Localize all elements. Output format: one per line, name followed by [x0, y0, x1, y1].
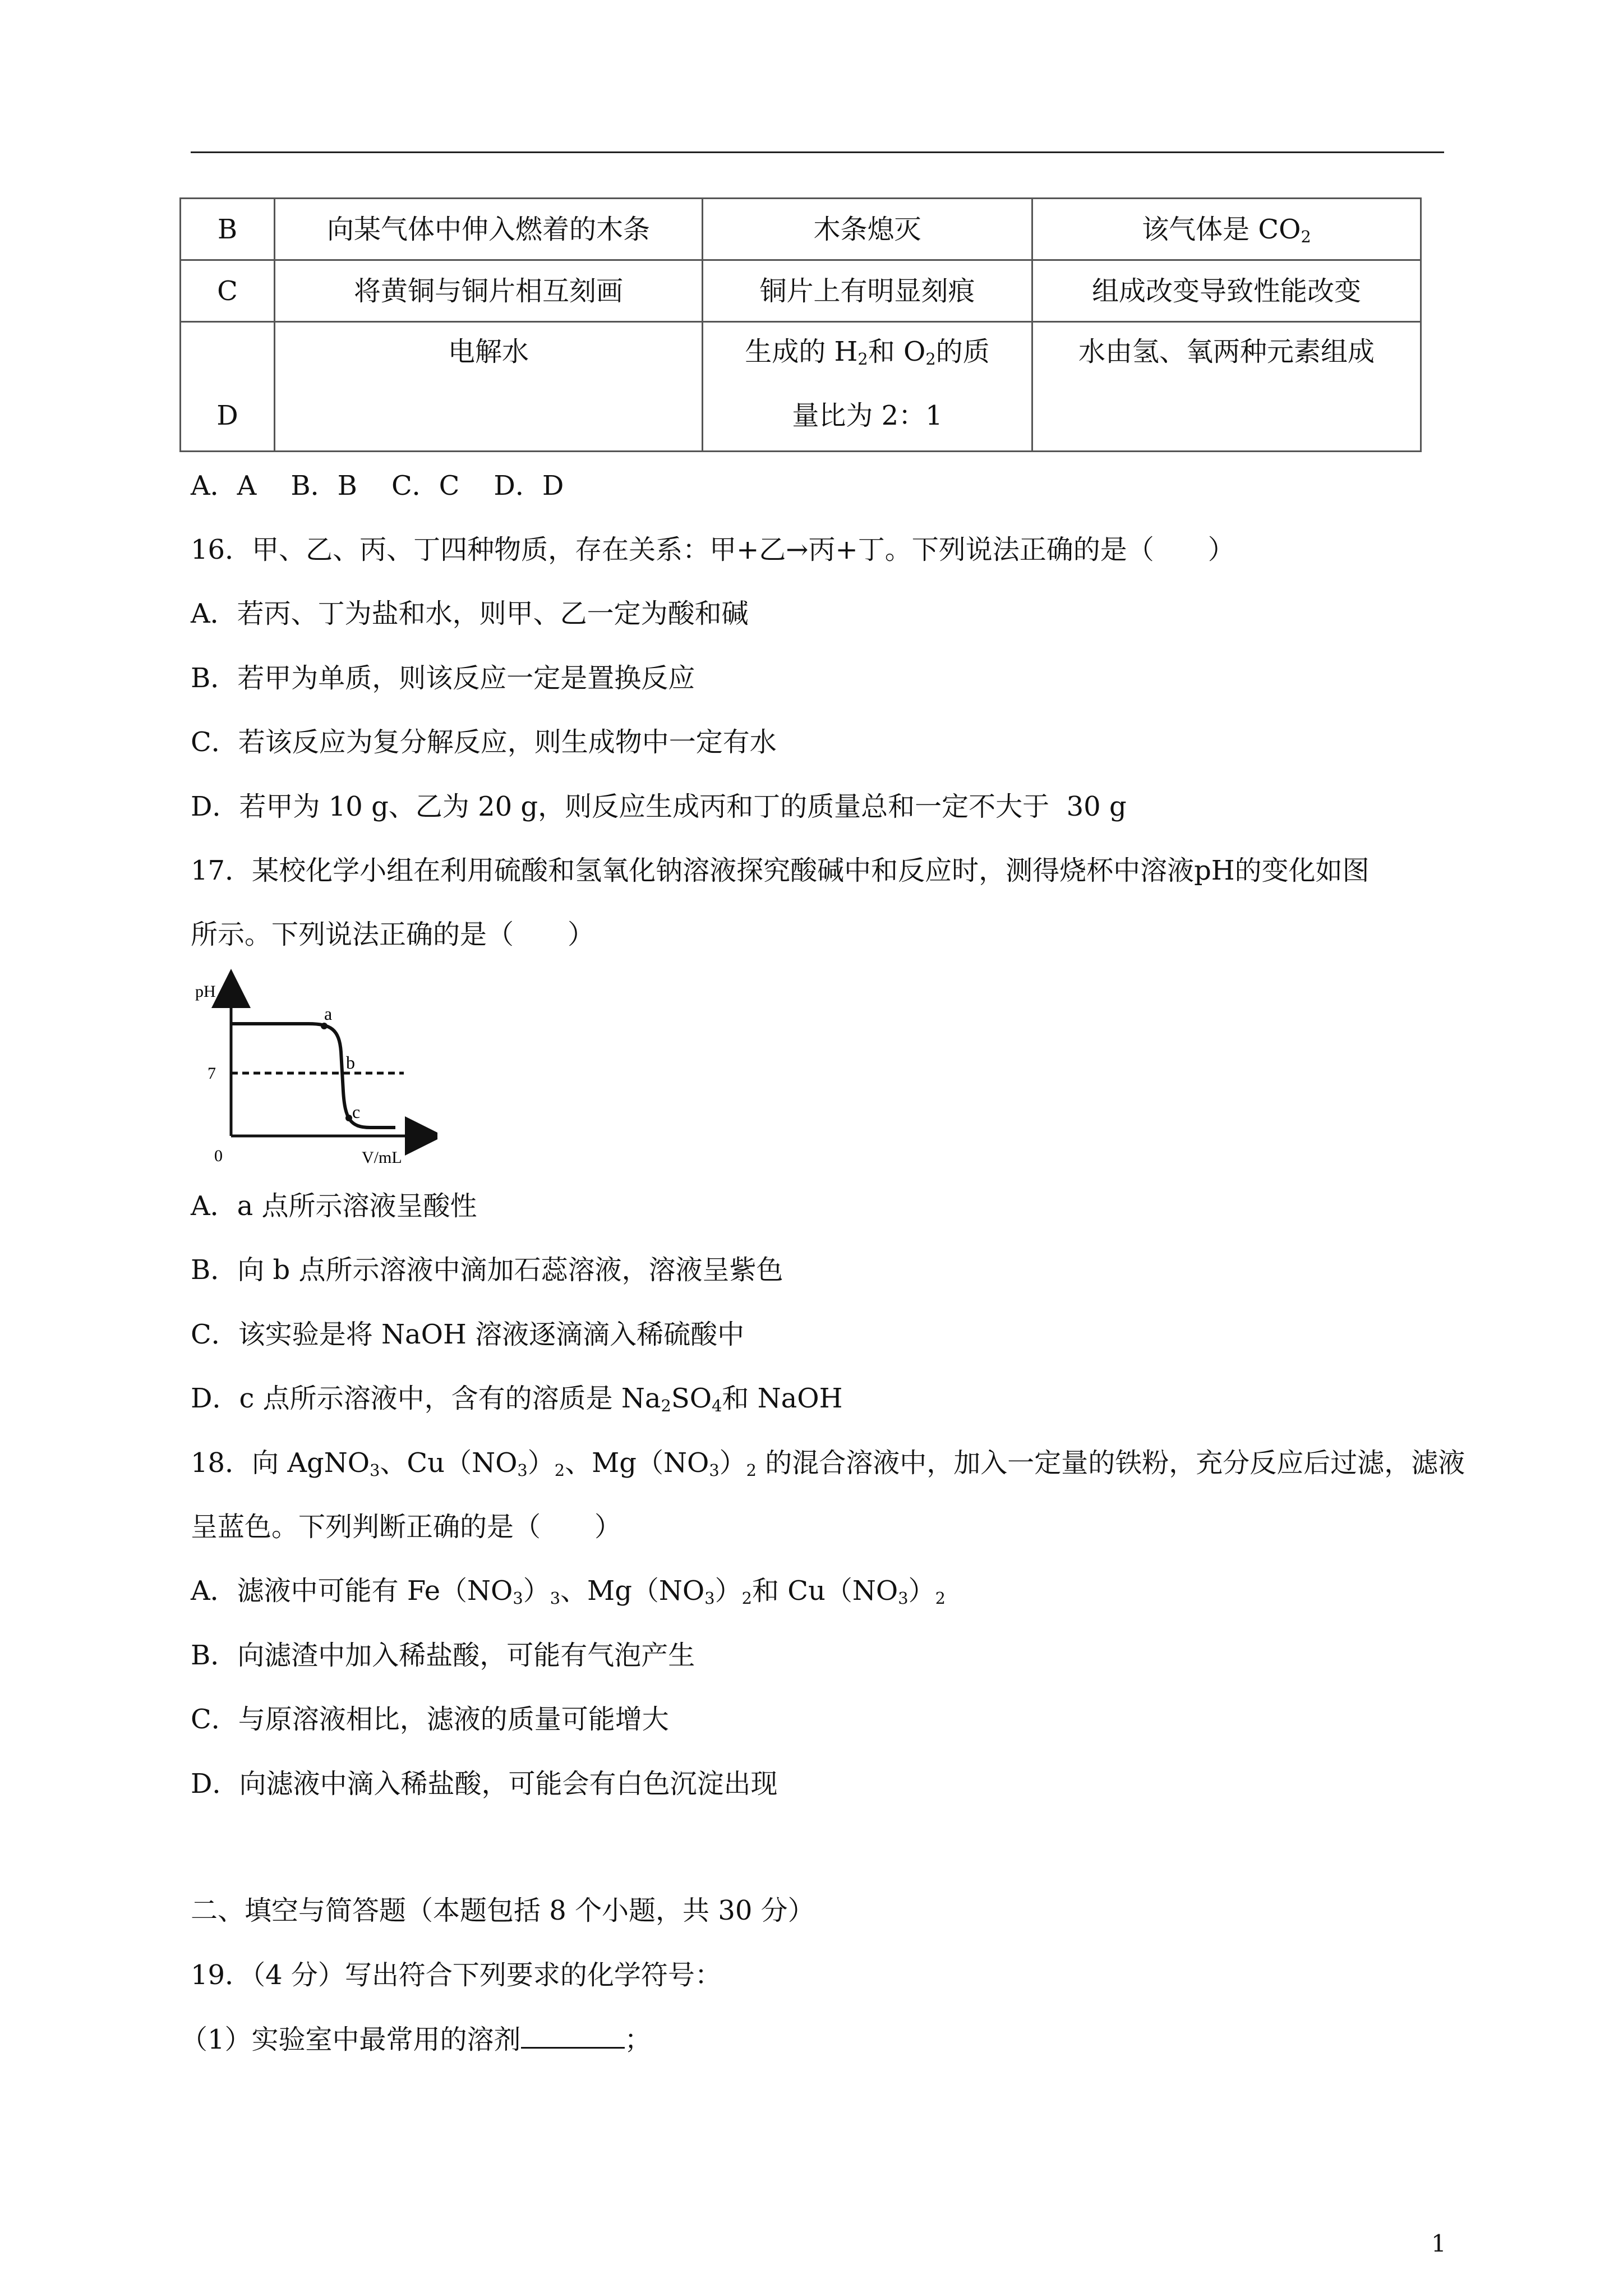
operation-cell: 电解水	[275, 322, 703, 452]
q16-stem: 16．甲、乙、丙、丁四种物质，存在关系：甲+乙→丙+丁。下列说法正确的是（ ）	[191, 534, 1235, 565]
q16-option-c: C．若该反应为复分解反应，则生成物中一定有水	[191, 726, 777, 758]
q15-options: A．A B．B C．C D．D	[191, 470, 564, 501]
page-number: 1	[1431, 2230, 1446, 2257]
q16-option-d: D．若甲为 10 g、乙为 20 g，则反应生成丙和丁的质量总和一定不大于 30 g	[191, 791, 1127, 822]
q18-stem-line2: 呈蓝色。下列判断正确的是（ ）	[191, 1511, 622, 1543]
row-label: C	[181, 260, 275, 322]
q18-stem-line1: 18．向 AgNO$_3$、$Cu(NO_3)_2$、$Mg(NO_3)_2$ 的混合溶液中，加入一定量的铁粉，充分反应后过滤，滤液	[191, 1447, 1465, 1480]
q16-option-a: A．若丙、丁为盐和水，则甲、乙一定为酸和碱	[191, 598, 749, 629]
observation-cell: 木条熄灭	[703, 199, 1032, 260]
table-row	[181, 199, 1421, 260]
conclusion-cell: 水由氢、氧两种元素组成	[1032, 322, 1421, 452]
q18-option-b: B．向滤渣中加入稀盐酸，可能有气泡产生	[191, 1640, 695, 1671]
ph-curve	[231, 1024, 395, 1128]
point-c	[345, 1115, 352, 1121]
q17-stem-line2: 所示。下列说法正确的是（ ）	[191, 919, 595, 950]
q17-option-d: D．c 点所示溶液中，含有的溶质是 $Na_2SO_4$和 NaOH	[191, 1383, 843, 1416]
table-row	[181, 322, 1421, 452]
conclusion-cell: 该气体是 $CO_2$	[1032, 199, 1421, 260]
y-tick-7: 7	[208, 1064, 216, 1083]
conclusion-cell: 组成改变导致性能改变	[1032, 260, 1421, 322]
point-a-label: a	[324, 1004, 333, 1024]
point-b-label: b	[346, 1052, 355, 1073]
x-axis-label: V/mL	[362, 1148, 402, 1167]
observation-cell: 铜片上有明显刻痕	[703, 260, 1032, 322]
q18-option-d: D．向滤液中滴入稀盐酸，可能会有白色沉淀出现	[191, 1768, 778, 1800]
row-label: D	[181, 322, 275, 452]
q18-option-a: A．滤液中可能有 $Fe(NO_3)_3$、$Mg(NO_3)_2$和 $Cu(NO_3)_2$	[191, 1575, 946, 1608]
answer-blank[interactable]	[521, 2023, 625, 2049]
operation-cell: 向某气体中伸入燃着的木条	[275, 199, 703, 260]
point-c-label: c	[352, 1102, 361, 1122]
header-rule	[191, 151, 1444, 153]
operation-cell: 将黄铜与铜片相互刻画	[275, 260, 703, 322]
q17-stem-line1: 17．某校化学小组在利用硫酸和氢氧化钠溶液探究酸碱中和反应时，测得烧杯中溶液pH的变化如图	[191, 855, 1370, 886]
q17-option-b: B．向 b 点所示溶液中滴加石蕊溶液，溶液呈紫色	[191, 1254, 783, 1286]
y-axis-label: pH	[195, 982, 216, 1001]
q19-sub1: （1）实验室中最常用的溶剂 ；	[181, 2024, 652, 2055]
q17-option-c: C．该实验是将 NaOH 溶液逐滴滴入稀硫酸中	[191, 1319, 745, 1350]
table-row	[181, 260, 1421, 322]
origin-label: 0	[214, 1147, 223, 1165]
experiment-table	[179, 197, 1422, 452]
q19-stem: 19．（4 分）写出符合下列要求的化学符号：	[191, 1959, 722, 1991]
q18-option-c: C．与原溶液相比，滤液的质量可能增大	[191, 1704, 669, 1735]
observation-cell: 生成的 $H_2$和 $O_2$的质 量比为 2：1	[703, 322, 1032, 452]
ph-curve-chart	[191, 968, 437, 1170]
row-label: B	[181, 199, 275, 260]
q17-option-a: A．a 点所示溶液呈酸性	[191, 1190, 477, 1222]
section-2-heading: 二、填空与简答题（本题包括 8 个小题，共 30 分）	[191, 1895, 815, 1926]
q16-option-b: B．若甲为单质，则该反应一定是置换反应	[191, 662, 695, 694]
